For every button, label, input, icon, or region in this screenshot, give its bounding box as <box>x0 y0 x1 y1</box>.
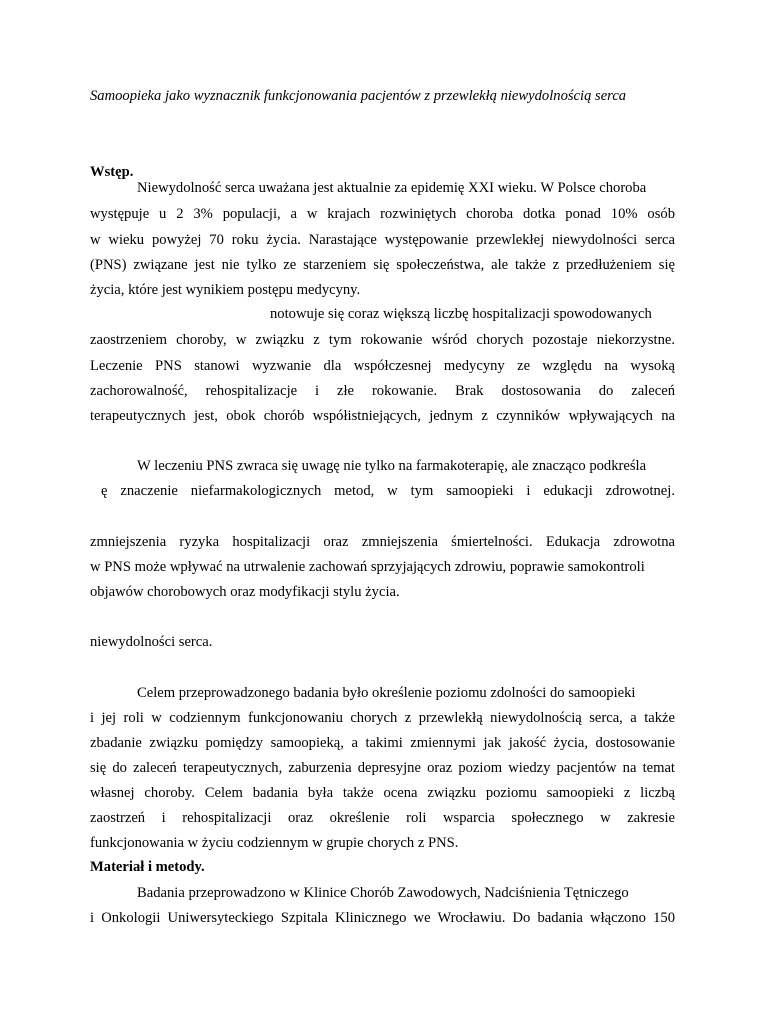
text-line: zmniejszenia ryzyka hospitalizacji oraz zmniejszenia śmiertelności. Edukacja zdrowotna <box>90 534 675 550</box>
text-line: w PNS może wpływać na utrwalenie zachowań sprzyjających zdrowiu, poprawie samokontroli <box>90 559 645 575</box>
text-line: Niewydolność serca uważana jest aktualnie za epidemię XXI wieku. W Polsce choroba <box>137 180 647 196</box>
text-line: w wieku powyżej 70 roku życia. Narastające występowanie przewlekłej niewydolności serca <box>90 232 675 248</box>
text-line: terapeutycznych jest, obok chorób współistniejących, jednym z czynników wpływających na <box>90 408 675 424</box>
text-line: własnej choroby. Celem badania była także ocena związku poziomu samoopieki z liczbą <box>90 785 675 801</box>
document-title: Samoopieka jako wyznacznik funkcjonowania pacjentów z przewlekłą niewydolnością serca <box>90 88 627 104</box>
text-line: i Onkologii Uniwersyteckiego Szpitala Klinicznego we Wrocławiu. Do badania włączono 150 <box>90 910 675 926</box>
text-line: (PNS) związane jest nie tylko ze starzeniem się społeczeństwa, ale także z przedłużeniem się <box>90 257 675 273</box>
text-line: zaostrzeniem choroby, w związku z tym rokowanie wśród chorych pozostaje niekorzystne. <box>90 332 675 348</box>
text-line: objawów chorobowych oraz modyfikacji stylu życia. <box>90 584 400 600</box>
text-line: ę znaczenie niefarmakologicznych metod, w tym samoopieki i edukacji zdrowotnej. <box>101 483 675 499</box>
text-line: Badania przeprowadzono w Klinice Chorób Zawodowych, Nadciśnienia Tętniczego <box>137 885 629 901</box>
text-line: notowuje się coraz większą liczbę hospitalizacji spowodowanych <box>270 306 652 322</box>
text-line: funkcjonowania w życiu codziennym w grupie chorych z PNS. <box>90 835 459 851</box>
text-line: Leczenie PNS stanowi wyzwanie dla współczesnej medycyny ze względu na wysoką <box>90 358 675 374</box>
text-line: Celem przeprowadzonego badania było określenie poziomu zdolności do samoopieki <box>137 685 636 701</box>
text-line: niewydolności serca. <box>90 634 213 650</box>
text-line: i jej roli w codziennym funkcjonowaniu chorych z przewlekłą niewydolnością serca, a także <box>90 710 675 726</box>
section-heading-methods: Materiał i metody. <box>90 859 205 875</box>
section-heading-intro: Wstęp. <box>90 164 134 180</box>
text-line: życia, które jest wynikiem postępu medycyny. <box>90 282 361 298</box>
text-line: zbadanie związku pomiędzy samoopieką, a takimi zmiennymi jak jakość życia, dostosowanie <box>90 735 675 751</box>
text-line: W leczeniu PNS zwraca się uwagę nie tylko na farmakoterapię, ale znacząco podkreśla <box>137 458 647 474</box>
text-line: się do zaleceń terapeutycznych, zaburzenia depresyjne oraz poziom wiedzy pacjentów na temat <box>90 760 675 776</box>
text-line: występuje u 2 3% populacji, a w krajach rozwiniętych choroba dotka ponad 10% osób <box>90 206 675 222</box>
text-line: zachorowalność, rehospitalizacje i złe rokowanie. Brak dostosowania do zaleceń <box>90 383 675 399</box>
text-line: zaostrzeń i rehospitalizacji oraz określenie roli wsparcia społecznego w zakresie <box>90 810 675 826</box>
